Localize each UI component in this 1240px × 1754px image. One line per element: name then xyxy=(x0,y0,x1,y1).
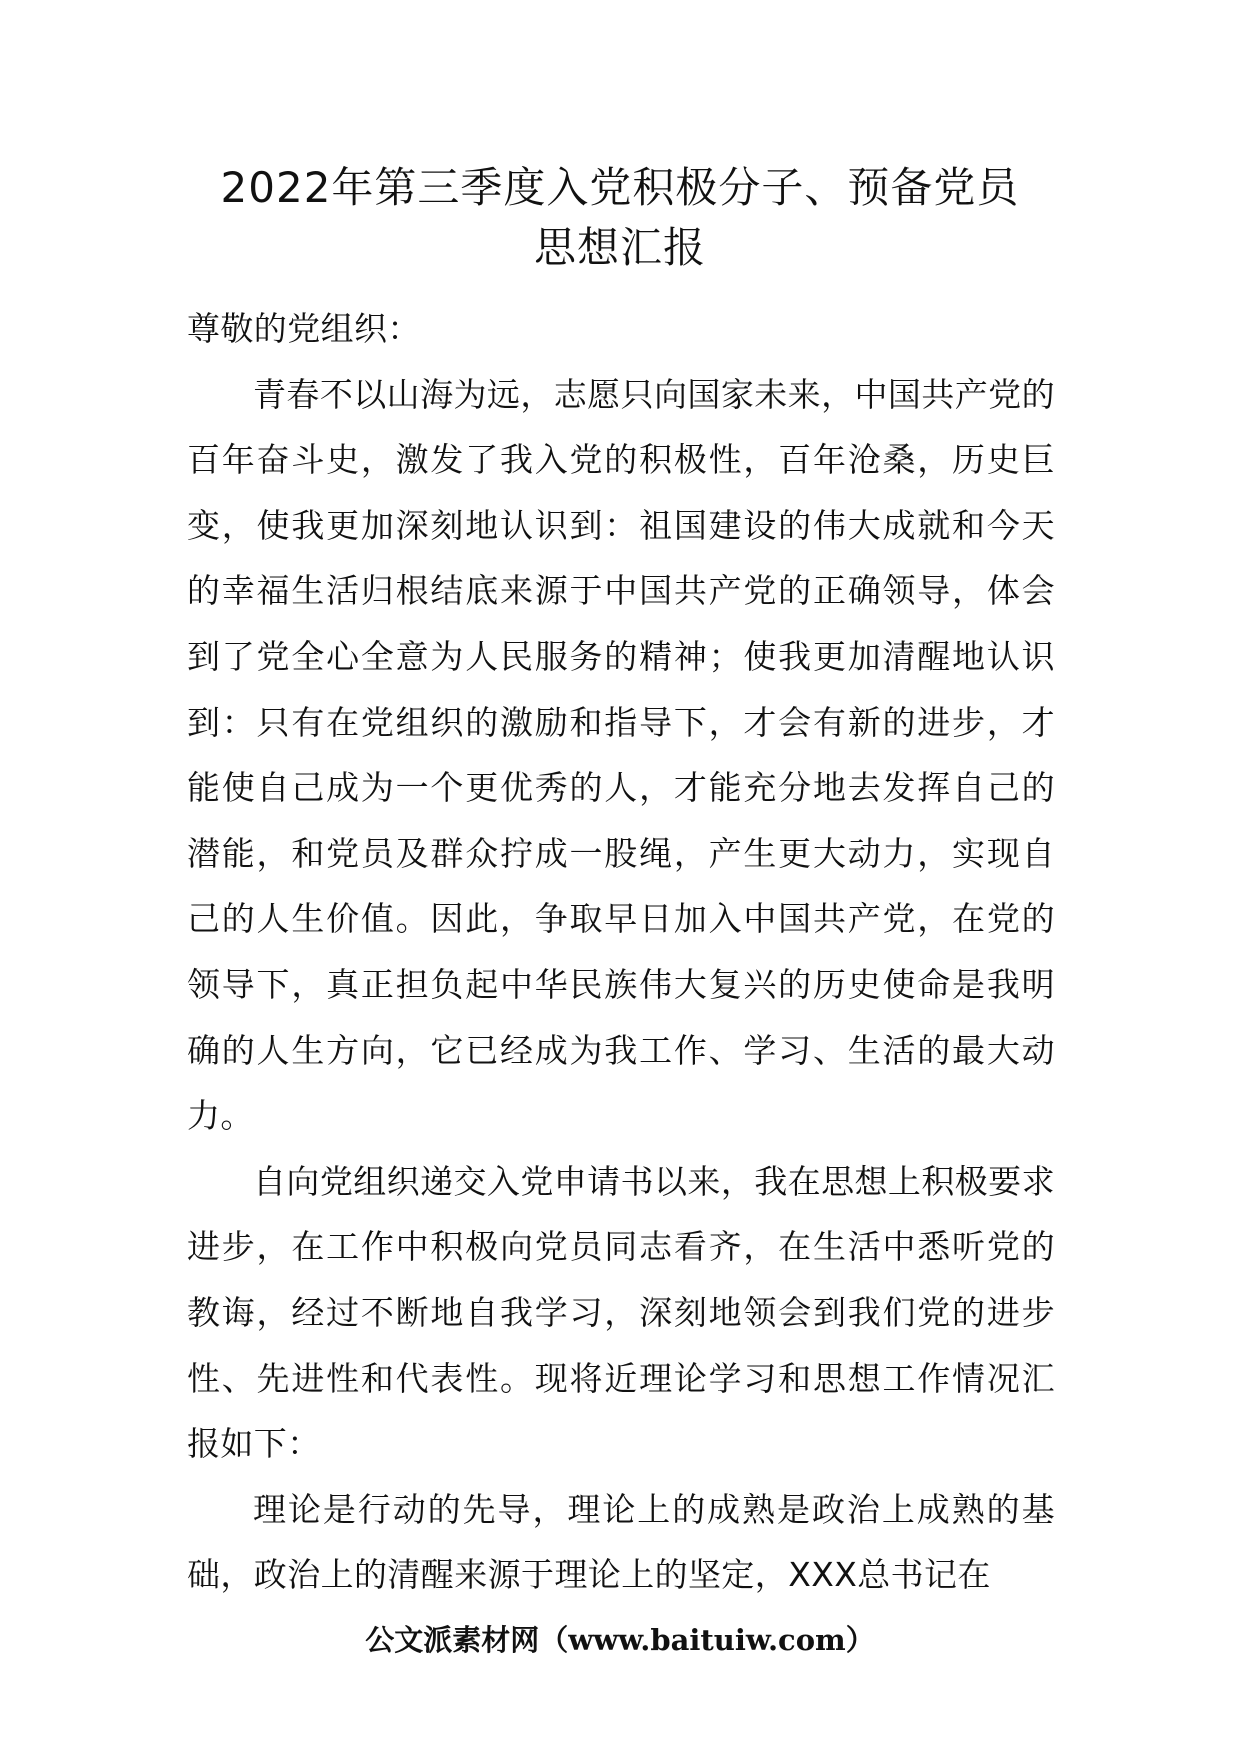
title-line-1: 2022年第三季度入党积极分子、预备党员 xyxy=(220,163,1020,212)
salutation: 尊敬的党组织： xyxy=(187,309,421,348)
document-title xyxy=(180,158,1060,278)
title-line-2: 思想汇报 xyxy=(533,223,706,272)
footer-watermark: 公文派素材网（www.baituiw.com） xyxy=(365,1623,875,1657)
document-body xyxy=(187,296,1055,1608)
paragraph-3: 理论是行动的先导，理论上的成熟是政治上成熟的基础，政治上的清醒来源于理论上的坚定，XXX总书记在 xyxy=(187,1489,1055,1595)
paragraph-1: 青春不以山海为远，志愿只向国家未来，中国共产党的百年奋斗史，激发了我入党的积极性，百年沧桑，历史巨变，使我更加深刻地认识到：祖国建设的伟大成就和今天的幸福生活归根结底来源于中国共产党的正确领导，体会到了党全心全意为人民服务的精神；使我更加清醒地认识到：只有在党组织的激励和指导下，才会有新的进步，才能使自己成为一个更优秀的人，才能充分地去发挥自己的潜能，和党员及群众拧成一股绳，产生更大动力，实现自己的人生价值。因此，争取早日加入中国共产党，在党的领导下，真正担负起中华民族伟大复兴的历史使命是我明确的人生方向，它已经成为我工作、学习、生活的最大动力。 xyxy=(187,374,1055,1136)
paragraph-2: 自向党组织递交入党申请书以来，我在思想上积极要求进步，在工作中积极向党员同志看齐，在生活中悉听党的教诲，经过不断地自我学习，深刻地领会到我们党的进步性、先进性和代表性。现将近理论学习和思想工作情况汇报如下： xyxy=(187,1161,1055,1464)
